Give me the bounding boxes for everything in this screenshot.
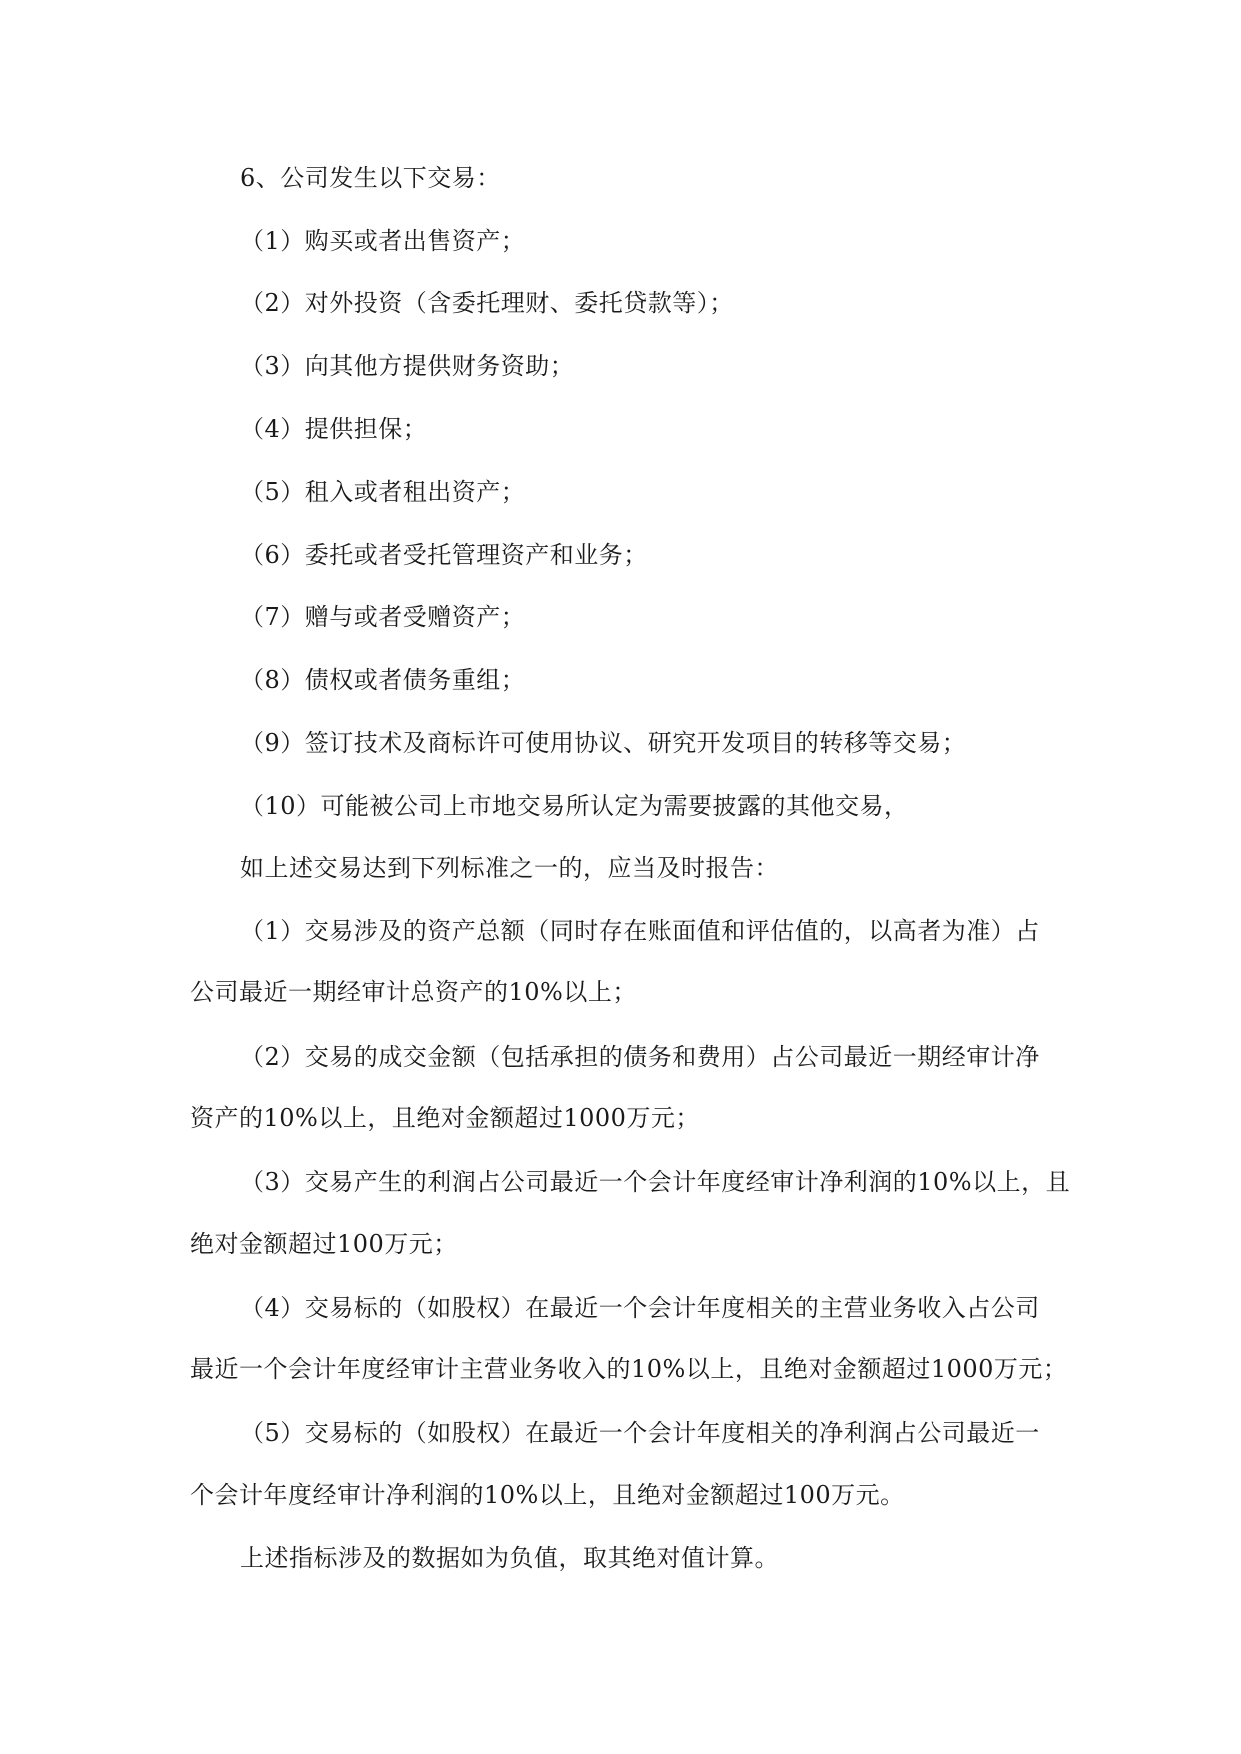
criterion-1-line-2: 公司最近一期经审计总资产的10%以上； xyxy=(190,978,637,1006)
transaction-item-9: （9）签订技术及商标许可使用协议、研究开发项目的转移等交易； xyxy=(240,729,967,757)
criterion-4-line-1: （4）交易标的（如股权）在最近一个会计年度相关的主营业务收入占公司 xyxy=(240,1294,1040,1322)
criterion-2-line-2: 资产的10%以上，且绝对金额超过1000万元； xyxy=(190,1104,700,1132)
criterion-1-line-1: （1）交易涉及的资产总额（同时存在账面值和评估值的，以高者为准）占 xyxy=(240,917,1040,945)
transaction-item-1: （1）购买或者出售资产； xyxy=(240,227,526,255)
transaction-item-10: （10）可能被公司上市地交易所认定为需要披露的其他交易， xyxy=(240,792,909,820)
criterion-4-line-2: 最近一个会计年度经审计主营业务收入的10%以上，且绝对金额超过1000万元； xyxy=(190,1355,1068,1383)
criteria-intro: 如上述交易达到下列标准之一的，应当及时报告： xyxy=(240,854,779,882)
transaction-item-8: （8）债权或者债务重组； xyxy=(240,666,526,694)
transaction-item-5: （5）租入或者租出资产； xyxy=(240,478,526,506)
transaction-item-2: （2）对外投资（含委托理财、委托贷款等）； xyxy=(240,289,734,317)
section-heading: 6、公司发生以下交易： xyxy=(240,164,501,192)
criterion-2-line-1: （2）交易的成交金额（包括承担的债务和费用）占公司最近一期经审计净 xyxy=(240,1043,1040,1071)
criterion-3-line-2: 绝对金额超过100万元； xyxy=(190,1230,458,1258)
transaction-item-7: （7）赠与或者受赠资产； xyxy=(240,603,526,631)
closing-note: 上述指标涉及的数据如为负值，取其绝对值计算。 xyxy=(240,1544,779,1572)
transaction-item-4: （4）提供担保； xyxy=(240,415,428,443)
criterion-5-line-1: （5）交易标的（如股权）在最近一个会计年度相关的净利润占公司最近一 xyxy=(240,1419,1040,1447)
transaction-item-3: （3）向其他方提供财务资助； xyxy=(240,352,575,380)
criterion-3-line-1: （3）交易产生的利润占公司最近一个会计年度经审计净利润的10%以上，且 xyxy=(240,1168,1071,1196)
criterion-5-line-2: 个会计年度经审计净利润的10%以上，且绝对金额超过100万元。 xyxy=(190,1481,905,1509)
transaction-item-6: （6）委托或者受托管理资产和业务； xyxy=(240,541,648,569)
